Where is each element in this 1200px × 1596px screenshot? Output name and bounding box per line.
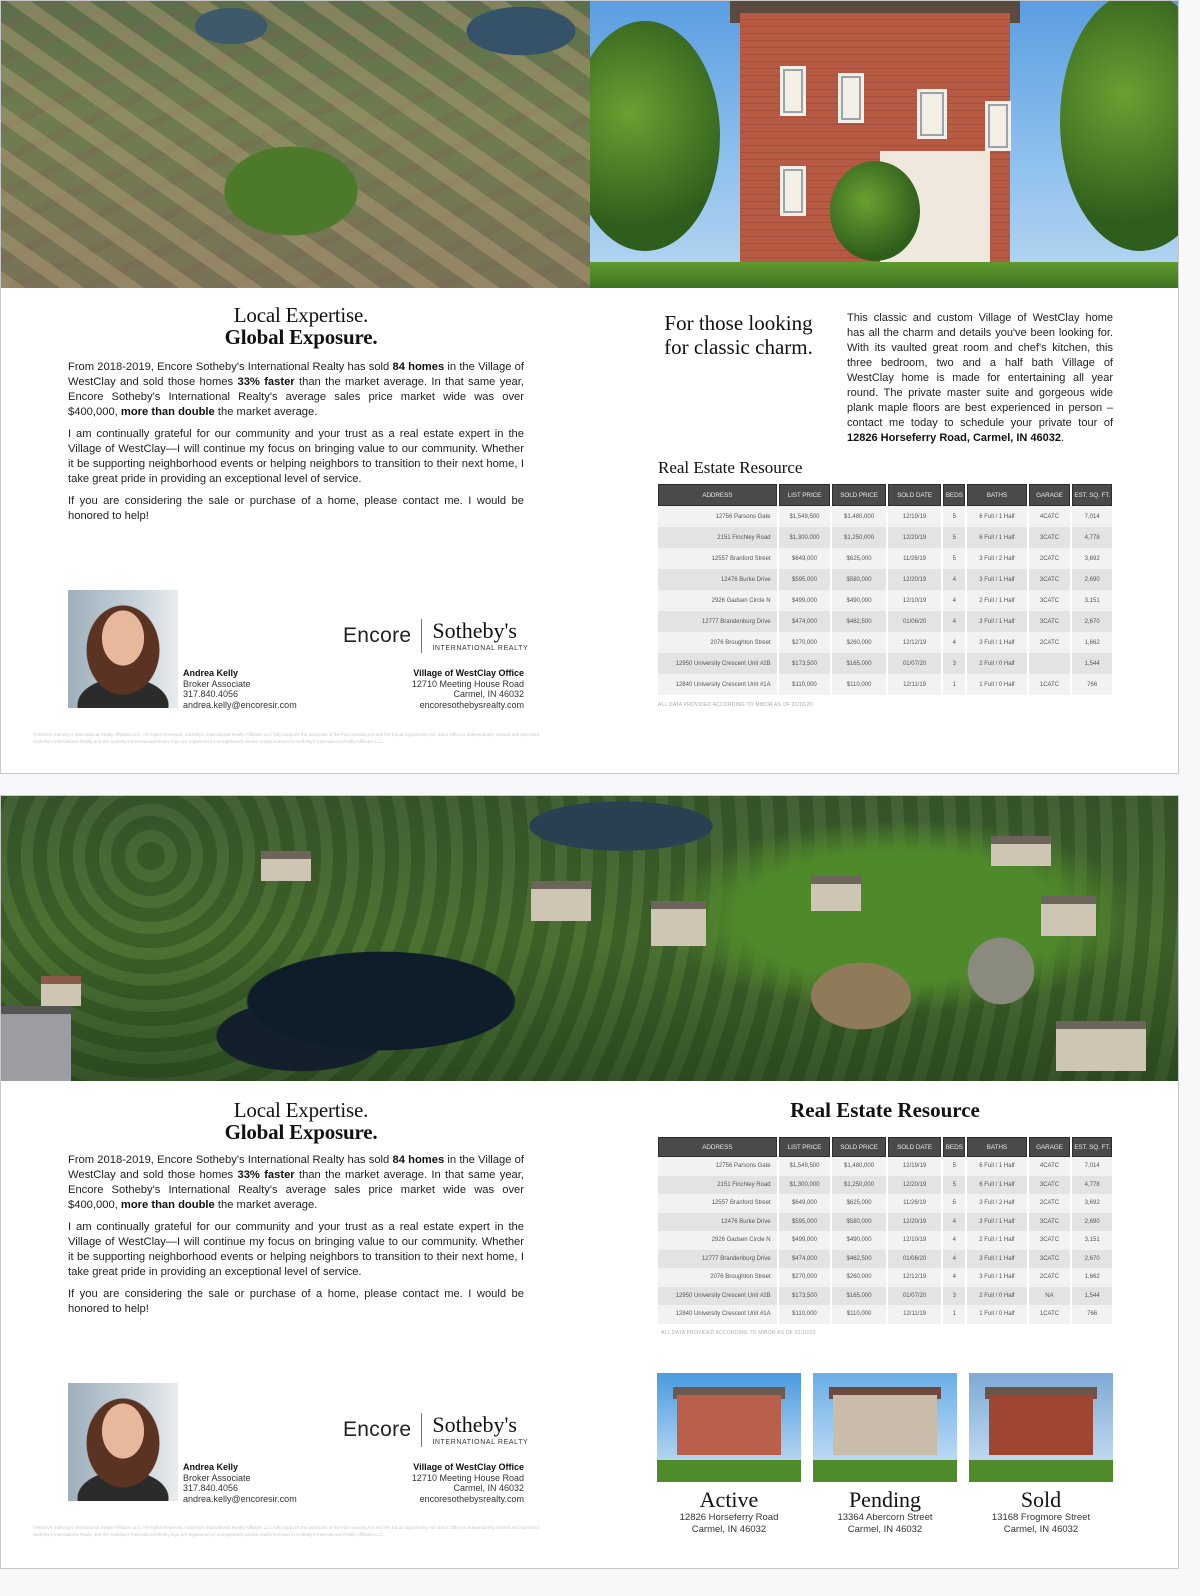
table-cell: $595,000: [779, 569, 831, 590]
table-cell: $110,000: [779, 1305, 831, 1324]
table-cell: 4: [943, 1213, 965, 1232]
table-cell: 4: [943, 590, 965, 611]
legal-disclaimer: ©MMXVII Sotheby's International Realty Affiliates LLC. All Rights Reserved. Sotheby's International Realty Affiliates LLC fully supports the principles of the Fair Housing Act and the Equal Opportunity Act. Each Office is independently Owned and Operated. Sotheby's International Realty and the Sotheby's International Realty logo are registered (or unregistered) service marks licensed to Sotheby's International Realty Affiliates LLC.: [33, 1525, 541, 1537]
table-cell: 1 Full / 0 Half: [967, 1305, 1026, 1324]
table-row: [658, 1231, 1112, 1250]
table-cell: 3,151: [1072, 590, 1112, 611]
table-cell: 2CATC: [1029, 632, 1071, 653]
table-cell: 4CATC: [1029, 506, 1071, 527]
house: [41, 976, 81, 1006]
table-cell: 3CATC: [1029, 611, 1071, 632]
table-row: [658, 548, 1112, 569]
table-cell: 12/12/19: [888, 632, 941, 653]
table-cell: 4: [943, 1250, 965, 1269]
listing-photo: [969, 1373, 1113, 1482]
window: [917, 89, 947, 139]
front-shrub: [830, 161, 920, 261]
office-street: 12710 Meeting House Road: [411, 678, 524, 689]
table-row: [658, 1157, 1112, 1176]
table-cell: 3: [943, 1287, 965, 1306]
table-cell: $260,000: [832, 1268, 886, 1287]
table-cell: $1,250,000: [832, 527, 886, 548]
table-cell: 12777 Brandenburg Drive: [658, 611, 777, 632]
table-cell: 766: [1072, 1305, 1112, 1324]
table-footnote: ALL DATA PROVIDED ACCORDING TO MIBOR AS OF 01/16/20: [658, 702, 813, 708]
table-cell: 2,690: [1072, 1213, 1112, 1232]
table-cell: 12/11/19: [888, 674, 941, 695]
column-header: BATHS: [967, 1137, 1026, 1157]
table-header-row: [658, 1137, 1112, 1157]
table-cell: 3 Full / 1 Half: [967, 1250, 1026, 1269]
column-header: GARAGE: [1029, 484, 1071, 506]
table-cell: $110,000: [832, 1305, 886, 1324]
table-cell: $625,000: [832, 1194, 886, 1213]
intro-paragraph-3: If you are considering the sale or purchase of a home, please contact me. I would be honored to help!: [68, 1288, 524, 1315]
column-header: ADDRESS: [658, 1137, 777, 1157]
table-cell: 5: [943, 527, 965, 548]
house: [1041, 896, 1096, 936]
table-cell: 5: [943, 1194, 965, 1213]
agent-headshot: [68, 1383, 178, 1501]
real-estate-table: [656, 484, 1114, 695]
office-contact: [374, 668, 524, 710]
agent-title: Broker Associate: [183, 1472, 251, 1483]
table-cell: 11/26/19: [888, 1194, 941, 1213]
agent-name: Andrea Kelly: [183, 1462, 239, 1472]
table-row: [658, 1305, 1112, 1324]
table-cell: 12557 Branford Street: [658, 1194, 777, 1213]
table-cell: 12476 Burke Drive: [658, 569, 777, 590]
column-header: SOLD PRICE: [832, 1137, 886, 1157]
table-row: [658, 1176, 1112, 1195]
intro-paragraph-1: From 2018-2019, Encore Sotheby's International Realty has sold 84 homes in the Village of WestClay and sold those homes 33% faster than the market average. In that same year, Encore Sotheby's International Realty's average sales price market wide was over $400,000, more than double the market average.: [68, 361, 524, 418]
table-cell: $649,000: [779, 1194, 831, 1213]
table-cell: 12/20/19: [888, 569, 941, 590]
table-cell: 12756 Parsons Gate: [658, 1157, 777, 1176]
table-cell: 3CATC: [1029, 590, 1071, 611]
table-cell: 12840 University Crescent Unit #1A: [658, 1305, 777, 1324]
table-header-row: [658, 484, 1112, 506]
agent-contact: [183, 668, 297, 710]
table-cell: 6 Full / 1 Half: [967, 1157, 1026, 1176]
window: [838, 73, 864, 123]
table-cell: 3 Full / 1 Half: [967, 1213, 1026, 1232]
table-cell: 11/26/19: [888, 548, 941, 569]
house: [991, 836, 1051, 866]
table-cell: 1: [943, 674, 965, 695]
table-cell: 2926 Gadsen Circle N: [658, 1231, 777, 1250]
aerial-neighborhood-photo: [1, 1, 590, 288]
table-cell: 3CATC: [1029, 569, 1071, 590]
logo-sothebys: Sotheby's INTERNATIONAL REALTY: [432, 618, 529, 652]
column-header: BATHS: [967, 484, 1026, 506]
listing-status: Pending: [848, 1487, 922, 1512]
table-footnote: ALL DATA PROVIDED ACCORDING TO MIBOR AS OF 01/16/20: [661, 1330, 816, 1336]
table-cell: $580,000: [832, 569, 886, 590]
logo-sothebys: Sotheby's INTERNATIONAL REALTY: [432, 1412, 529, 1446]
table-cell: $1,300,000: [779, 1176, 831, 1195]
feature-description: This classic and custom Village of WestClay home has all the charm and details you've been looking for. With its vaulted great room and chef's kitchen, this three bedroom, two and a half bath Village of WestClay home is made for entertaining all year round. The private master suite and gorgeous wide plank maple floors are best experienced in person – contact me today to schedule your private tour of 12826 Horseferry Road, Carmel, IN 46032.: [847, 312, 1113, 444]
house: [1056, 1021, 1146, 1071]
listing-street: 13168 Frogmore Street: [991, 1512, 1091, 1523]
window: [780, 66, 806, 116]
table-row: [658, 569, 1112, 590]
listing-street: 13364 Abercorn Street: [837, 1512, 933, 1523]
table-cell: 1,662: [1072, 632, 1112, 653]
table-cell: 12840 University Crescent Unit #1A: [658, 674, 777, 695]
column-header: EST. SQ. FT.: [1072, 1137, 1112, 1157]
office-city: Carmel, IN 46032: [453, 689, 524, 700]
house: [833, 1395, 937, 1455]
column-header: EST. SQ. FT.: [1072, 484, 1112, 506]
table-cell: $462,500: [832, 1250, 886, 1269]
table-cell: 3,151: [1072, 1231, 1112, 1250]
table-cell: 12756 Parsons Gate: [658, 506, 777, 527]
agent-name: Andrea Kelly: [183, 668, 239, 678]
house: [651, 901, 706, 946]
table-cell: 5: [943, 1157, 965, 1176]
feature-heading-line-2: for classic charm.: [664, 335, 813, 359]
table-cell: 2CATC: [1029, 548, 1071, 569]
table-cell: $110,000: [779, 674, 831, 695]
encore-sothebys-logo: [343, 619, 528, 653]
table-cell: 1,544: [1072, 653, 1112, 674]
legal-disclaimer: ©MMXVII Sotheby's International Realty Affiliates LLC. All Rights Reserved. Sotheby's International Realty Affiliates LLC fully supports the principles of the Fair Housing Act and the Equal Opportunity Act. Each Office is independently Owned and Operated. Sotheby's International Realty and the Sotheby's International Realty logo are registered (or unregistered) service marks licensed to Sotheby's International Realty Affiliates LLC.: [33, 732, 541, 744]
house: [989, 1395, 1093, 1455]
feature-heading-line-1: For those looking: [664, 311, 813, 335]
house: [811, 876, 861, 911]
table-cell: 01/07/20: [888, 653, 941, 674]
table-cell: $649,000: [779, 548, 831, 569]
table-row: [658, 674, 1112, 695]
section-heading: [171, 1099, 431, 1143]
table-cell: 3 Full / 1 Half: [967, 611, 1026, 632]
table-row: [658, 611, 1112, 632]
listing-photo: [813, 1373, 957, 1482]
table-cell: 4,778: [1072, 527, 1112, 548]
table-cell: $1,549,500: [779, 1157, 831, 1176]
table-cell: 7,014: [1072, 1157, 1112, 1176]
table-cell: 01/06/20: [888, 611, 941, 632]
table-cell: 2CATC: [1029, 1268, 1071, 1287]
table-cell: $474,000: [779, 611, 831, 632]
heading-line-2: Global Exposure.: [224, 1120, 378, 1144]
house: [677, 1395, 781, 1455]
table-cell: 01/07/20: [888, 1287, 941, 1306]
table-cell: 4: [943, 611, 965, 632]
heading-line-2: Global Exposure.: [224, 325, 378, 349]
table-cell: 4,778: [1072, 1176, 1112, 1195]
table-cell: 3CATC: [1029, 1176, 1071, 1195]
table-cell: $260,000: [832, 632, 886, 653]
table-cell: 2151 Finchley Road: [658, 527, 777, 548]
column-header: GARAGE: [1029, 1137, 1071, 1157]
column-header: ADDRESS: [658, 484, 777, 506]
table-cell: $173,500: [779, 653, 831, 674]
intro-paragraph-2: I am continually grateful for our community and your trust as a real estate expert in the Village of WestClay—I will continue my focus on bringing value to our community. Whether it be supporting neighborhood events or helping neighbors to transition to their next home, I take great pride in providing an exceptional level of service.: [68, 1221, 524, 1278]
table-cell: 2926 Gadsen Circle N: [658, 590, 777, 611]
table-cell: 12950 University Crescent Unit #2B: [658, 653, 777, 674]
agent-contact: [183, 1462, 297, 1504]
table-cell: $490,000: [832, 1231, 886, 1250]
table-cell: 01/06/20: [888, 1250, 941, 1269]
table-row: [658, 632, 1112, 653]
table-cell: $499,000: [779, 1231, 831, 1250]
table-cell: 2151 Finchley Road: [658, 1176, 777, 1195]
logo-encore: Encore: [343, 1418, 412, 1441]
table-title: Real Estate Resource: [790, 1098, 980, 1122]
table-cell: 2,690: [1072, 569, 1112, 590]
table-cell: $1,250,000: [832, 1176, 886, 1195]
table-cell: $462,500: [832, 611, 886, 632]
lawn: [590, 262, 1179, 288]
tree-left: [590, 21, 720, 251]
table-cell: 12/20/19: [888, 1213, 941, 1232]
table-cell: 12777 Brandenburg Drive: [658, 1250, 777, 1269]
table-cell: 2 Full / 1 Half: [967, 1231, 1026, 1250]
table-cell: 3 Full / 1 Half: [967, 1268, 1026, 1287]
table-cell: 1CATC: [1029, 1305, 1071, 1324]
table-cell: 3CATC: [1029, 1231, 1071, 1250]
table-cell: 2076 Broughton Street: [658, 1268, 777, 1287]
table-cell: $625,000: [832, 548, 886, 569]
lawn: [657, 1460, 801, 1482]
table-cell: 12/20/19: [888, 1176, 941, 1195]
table-cell: 3 Full / 2 Half: [967, 548, 1026, 569]
table-cell: 3CATC: [1029, 1213, 1071, 1232]
column-header: SOLD PRICE: [832, 484, 886, 506]
intro-paragraph-3: If you are considering the sale or purchase of a home, please contact me. I would be honored to help!: [68, 495, 524, 522]
table-cell: 6 Full / 1 Half: [967, 1176, 1026, 1195]
table-cell: $110,000: [832, 674, 886, 695]
table-title: Real Estate Resource: [658, 458, 803, 477]
tree-right: [1060, 1, 1179, 251]
table-cell: 12/12/19: [888, 1268, 941, 1287]
table-cell: $474,000: [779, 1250, 831, 1269]
table-cell: 2 Full / 0 Half: [967, 1287, 1026, 1306]
table-cell: $270,000: [779, 632, 831, 653]
table-cell: 1 Full / 0 Half: [967, 674, 1026, 695]
listing-card-pending[interactable]: [813, 1373, 957, 1536]
office-website[interactable]: encoresothebysrealty.com: [419, 699, 524, 710]
table-cell: $595,000: [779, 1213, 831, 1232]
table-cell: 5: [943, 548, 965, 569]
table-cell: 2076 Broughton Street: [658, 632, 777, 653]
table-cell: 1CATC: [1029, 674, 1071, 695]
table-cell: 3,692: [1072, 548, 1112, 569]
table-cell: 3 Full / 2 Half: [967, 1194, 1026, 1213]
table-cell: 12/10/19: [888, 590, 941, 611]
table-cell: $490,000: [832, 590, 886, 611]
office-city: Carmel, IN 46032: [453, 1483, 524, 1494]
table-cell: 12/10/19: [888, 1231, 941, 1250]
table-cell: $165,000: [832, 1287, 886, 1306]
table-cell: 12/19/19: [888, 506, 941, 527]
column-header: BEDS: [943, 484, 965, 506]
brochure-page-2: [0, 795, 1179, 1569]
table-cell: 4: [943, 1268, 965, 1287]
listing-street: 12826 Horseferry Road: [679, 1512, 779, 1523]
agent-title: Broker Associate: [183, 678, 251, 689]
listing-city: Carmel, IN 46032: [847, 1524, 923, 1535]
encore-sothebys-logo: [343, 1413, 528, 1447]
logo-divider: [421, 1413, 422, 1447]
table-row: [658, 590, 1112, 611]
table-cell: $499,000: [779, 590, 831, 611]
table-row: [658, 1268, 1112, 1287]
house: [531, 881, 591, 921]
table-cell: 3CATC: [1029, 527, 1071, 548]
feature-heading: [651, 311, 826, 359]
table-row: [658, 1250, 1112, 1269]
table-cell: 4: [943, 632, 965, 653]
column-header: LIST PRICE: [779, 1137, 831, 1157]
office-street: 12710 Meeting House Road: [411, 1472, 524, 1483]
building: [1, 1006, 71, 1081]
table-cell: NA: [1029, 1287, 1071, 1306]
table-cell: 4CATC: [1029, 1157, 1071, 1176]
column-header: BEDS: [943, 1137, 965, 1157]
listing-photo: [657, 1373, 801, 1482]
table-cell: 12/19/19: [888, 1157, 941, 1176]
real-estate-table: [656, 1137, 1114, 1324]
table-cell: 2,670: [1072, 1250, 1112, 1269]
listing-status: Active: [699, 1487, 759, 1512]
intro-text: [68, 360, 524, 531]
table-cell: 12950 University Crescent Unit #2B: [658, 1287, 777, 1306]
agent-email[interactable]: andrea.kelly@encoresir.com: [183, 1493, 297, 1504]
table-cell: 6 Full / 1 Half: [967, 506, 1026, 527]
column-header: SOLD DATE: [888, 484, 941, 506]
lawn: [969, 1460, 1113, 1482]
listing-card-active[interactable]: [657, 1373, 801, 1536]
office-contact: [374, 1462, 524, 1504]
table-cell: 4: [943, 1231, 965, 1250]
table-cell: $1,549,500: [779, 506, 831, 527]
table-cell: 12476 Burke Drive: [658, 1213, 777, 1232]
agent-phone[interactable]: 317.840.4056: [183, 1483, 239, 1494]
table-row: [658, 1194, 1112, 1213]
logo-encore: Encore: [343, 624, 412, 647]
brick-house-photo: [590, 1, 1179, 288]
table-cell: 3 Full / 1 Half: [967, 569, 1026, 590]
table-cell: 12/11/19: [888, 1305, 941, 1324]
listing-city: Carmel, IN 46032: [1003, 1524, 1079, 1535]
table-cell: 1,544: [1072, 1287, 1112, 1306]
table-cell: $1,300,000: [779, 527, 831, 548]
listing-status: Sold: [1020, 1487, 1062, 1512]
table-cell: 3CATC: [1029, 1250, 1071, 1269]
house: [261, 851, 311, 881]
table-cell: 12557 Branford Street: [658, 548, 777, 569]
lawn: [813, 1460, 957, 1482]
table-cell: 2CATC: [1029, 1194, 1071, 1213]
window: [985, 101, 1011, 151]
table-cell: $1,480,000: [832, 506, 886, 527]
table-cell: $580,000: [832, 1213, 886, 1232]
heading-line-1: Local Expertise.: [233, 1098, 369, 1122]
feature-address: 12826 Horseferry Road, Carmel, IN 46032: [847, 432, 1062, 444]
table-cell: 3: [943, 653, 965, 674]
table-cell: 1,662: [1072, 1268, 1112, 1287]
listing-card-sold[interactable]: [969, 1373, 1113, 1536]
table-cell: 5: [943, 1176, 965, 1195]
table-cell: 3,692: [1072, 1194, 1112, 1213]
table-cell: 12/20/19: [888, 527, 941, 548]
table-cell: $270,000: [779, 1268, 831, 1287]
table-cell: $173,500: [779, 1287, 831, 1306]
table-cell: 2,670: [1072, 611, 1112, 632]
listing-city: Carmel, IN 46032: [691, 1524, 767, 1535]
table-cell: 2 Full / 0 Half: [967, 653, 1026, 674]
agent-headshot: [68, 590, 178, 708]
table-row: [658, 1287, 1112, 1306]
aerial-lake-neighborhood-photo: [1, 796, 1179, 1081]
section-heading: [171, 304, 431, 348]
brochure-page-1: [0, 0, 1179, 774]
table-cell: [1029, 653, 1071, 674]
agent-phone[interactable]: 317.840.4056: [183, 689, 239, 700]
table-cell: $165,000: [832, 653, 886, 674]
table-cell: 2 Full / 1 Half: [967, 590, 1026, 611]
office-name: Village of WestClay Office: [413, 1462, 524, 1472]
column-header: LIST PRICE: [779, 484, 831, 506]
table-cell: 6 Full / 1 Half: [967, 527, 1026, 548]
table-row: [658, 506, 1112, 527]
column-header: SOLD DATE: [888, 1137, 941, 1157]
intro-paragraph-1: From 2018-2019, Encore Sotheby's International Realty has sold 84 homes in the Village of WestClay and sold those homes 33% faster than the market average. In that same year, Encore Sotheby's International Realty's average sales price market wide was over $400,000, more than double the market average.: [68, 1154, 524, 1211]
logo-divider: [421, 619, 422, 653]
intro-paragraph-2: I am continually grateful for our community and your trust as a real estate expert in the Village of WestClay—I will continue my focus on bringing value to our community. Whether it be supporting neighborhood events or helping neighbors to transition to their next home, I take great pride in providing an exceptional level of service.: [68, 428, 524, 485]
table-cell: 3 Full / 1 Half: [967, 632, 1026, 653]
agent-email[interactable]: andrea.kelly@encoresir.com: [183, 699, 297, 710]
table-cell: $1,480,000: [832, 1157, 886, 1176]
table-cell: 766: [1072, 674, 1112, 695]
heading-line-1: Local Expertise.: [233, 303, 369, 327]
table-row: [658, 527, 1112, 548]
intro-text: [68, 1153, 524, 1324]
table-cell: 1: [943, 1305, 965, 1324]
table-cell: 5: [943, 506, 965, 527]
table-row: [658, 1213, 1112, 1232]
table-cell: 7,014: [1072, 506, 1112, 527]
office-website[interactable]: encoresothebysrealty.com: [419, 1493, 524, 1504]
table-row: [658, 653, 1112, 674]
table-cell: 4: [943, 569, 965, 590]
office-name: Village of WestClay Office: [413, 668, 524, 678]
window: [780, 166, 806, 216]
